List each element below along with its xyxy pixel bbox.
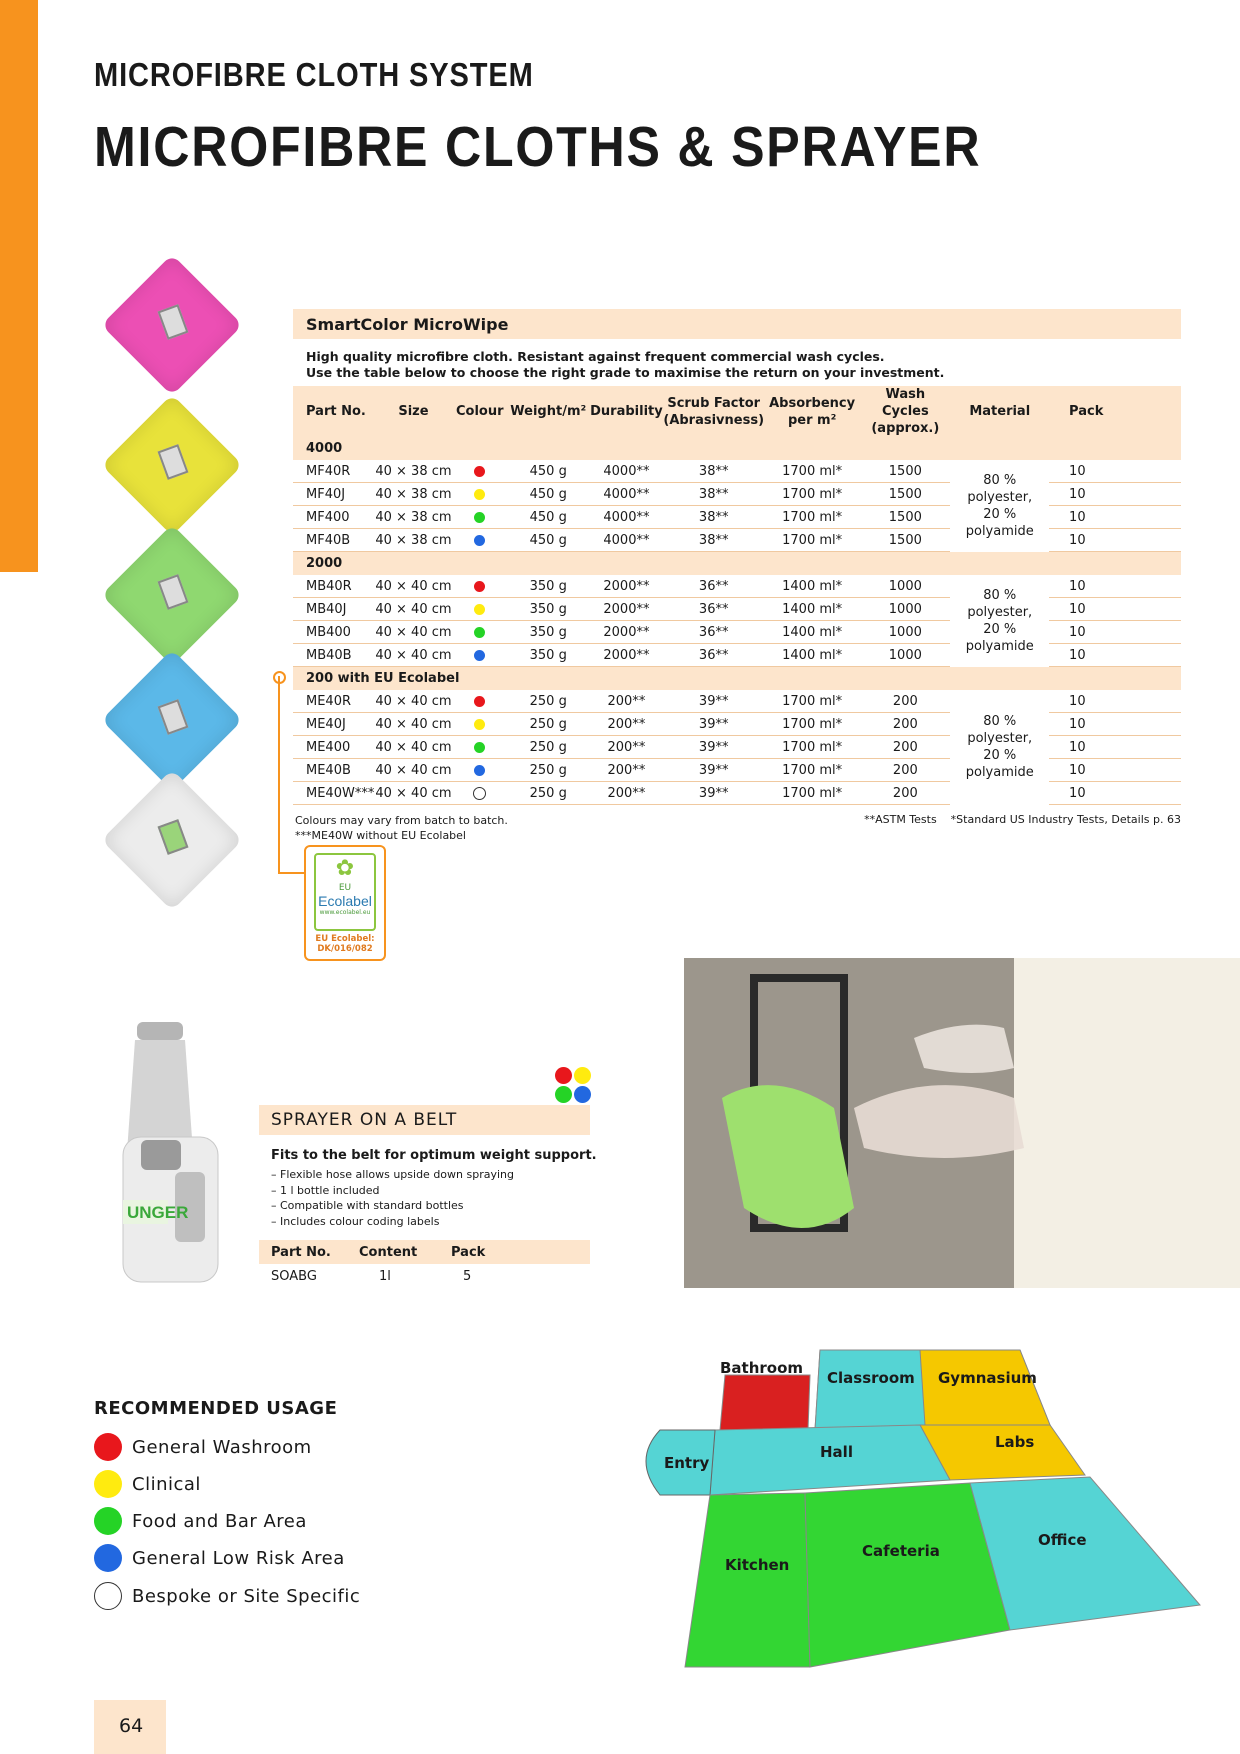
pack-cell: 10 — [1049, 529, 1181, 552]
absorbency-cell: 1700 ml* — [764, 782, 860, 805]
ecolabel-flower-icon: ✿ — [335, 856, 355, 881]
svg-text:Hall: Hall — [820, 1443, 853, 1461]
sprayer-features — [271, 1167, 514, 1229]
cloth-image-pink — [92, 245, 252, 405]
floor-plan-map — [640, 1345, 1240, 1675]
part-cell: MB40J — [293, 598, 374, 621]
absorbency-cell: 1700 ml* — [764, 460, 860, 483]
absorbency-cell: 1700 ml* — [764, 759, 860, 782]
th-colour: Colour — [453, 386, 507, 437]
pack-cell: 10 — [1049, 483, 1181, 506]
durability-cell: 200** — [589, 782, 663, 805]
pack-cell: 10 — [1049, 460, 1181, 483]
absorbency-cell: 1400 ml* — [764, 621, 860, 644]
weight-cell: 250 g — [507, 759, 589, 782]
wash-cell: 200 — [860, 782, 950, 805]
weight-cell: 450 g — [507, 506, 589, 529]
part-cell: MF40R — [293, 460, 374, 483]
page-number: 64 — [119, 1715, 144, 1737]
absorbency-cell: 1400 ml* — [764, 644, 860, 667]
wash-cell: 1000 — [860, 575, 950, 598]
scrub-cell: 39** — [663, 690, 764, 713]
durability-cell: 200** — [589, 690, 663, 713]
th-material: Material — [950, 386, 1049, 437]
svg-text:Cafeteria: Cafeteria — [862, 1542, 940, 1560]
weight-cell: 450 g — [507, 460, 589, 483]
table-notes-left — [295, 813, 508, 843]
wash-cell: 1000 — [860, 598, 950, 621]
scrub-cell: 38** — [663, 529, 764, 552]
size-cell: 40 × 40 cm — [374, 575, 452, 598]
page-title: MICROFIBRE CLOTHS & SPRAYER — [94, 115, 982, 179]
scrub-cell: 36** — [663, 575, 764, 598]
scrub-cell: 39** — [663, 759, 764, 782]
pack-cell: 10 — [1049, 782, 1181, 805]
size-cell: 40 × 40 cm — [374, 621, 452, 644]
size-cell: 40 × 40 cm — [374, 736, 452, 759]
eu-ecolabel-badge: ✿ EU Ecolabel www.ecolabel.eu EU Ecolabel: DK/016/082 — [304, 845, 386, 961]
durability-cell: 4000** — [589, 460, 663, 483]
pack-cell: 10 — [1049, 575, 1181, 598]
size-cell: 40 × 38 cm — [374, 460, 452, 483]
svg-text:Entry: Entry — [664, 1454, 710, 1472]
note-me40w: ***ME40W without EU Ecolabel — [295, 829, 466, 842]
size-cell: 40 × 38 cm — [374, 506, 452, 529]
th-pack: Pack — [1049, 386, 1181, 437]
size-cell: 40 × 40 cm — [374, 759, 452, 782]
colour-dot-icon — [453, 483, 507, 506]
durability-cell: 4000** — [589, 483, 663, 506]
absorbency-cell: 1700 ml* — [764, 529, 860, 552]
durability-cell: 2000** — [589, 644, 663, 667]
cloth-image-white — [92, 760, 252, 920]
th-scrub: Scrub Factor (Abrasivness) — [663, 386, 764, 437]
feature-item: – Flexible hose allows upside down spraying — [271, 1168, 514, 1181]
pack-cell: 10 — [1049, 713, 1181, 736]
cleaning-photo — [684, 958, 1240, 1288]
weight-cell: 450 g — [507, 529, 589, 552]
part-cell: MF40J — [293, 483, 374, 506]
sprayer-header — [259, 1105, 590, 1135]
absorbency-cell: 1400 ml* — [764, 575, 860, 598]
scrub-cell: 38** — [663, 460, 764, 483]
yellow-circle-icon — [94, 1470, 122, 1498]
durability-cell: 2000** — [589, 575, 663, 598]
wash-cell: 1500 — [860, 460, 950, 483]
size-cell: 40 × 38 cm — [374, 529, 452, 552]
product-desc-2: Use the table below to choose the right grade to maximise the return on your investment. — [306, 365, 945, 380]
colour-dot-icon — [453, 506, 507, 529]
scrub-cell: 36** — [663, 644, 764, 667]
section-title: MICROFIBRE CLOTH SYSTEM — [94, 56, 534, 93]
svg-text:Classroom: Classroom — [827, 1369, 915, 1387]
feature-item: – Includes colour coding labels — [271, 1214, 440, 1228]
green-circle-icon — [94, 1507, 122, 1535]
scrub-cell: 36** — [663, 598, 764, 621]
pack-cell: 10 — [1049, 506, 1181, 529]
wash-cell: 200 — [860, 713, 950, 736]
scrub-cell: 39** — [663, 782, 764, 805]
spec-header-row — [293, 386, 1181, 437]
colour-dot-icon — [453, 782, 507, 805]
durability-cell: 200** — [589, 713, 663, 736]
durability-cell: 200** — [589, 736, 663, 759]
scrub-cell: 38** — [663, 483, 764, 506]
product-desc-1: High quality microfibre cloth. Resistant against frequent commercial wash cycles. — [306, 349, 885, 364]
wash-cell: 1500 — [860, 506, 950, 529]
pack-cell: 10 — [1049, 621, 1181, 644]
table-row — [293, 460, 1181, 483]
blue-circle-icon — [94, 1544, 122, 1572]
weight-cell: 250 g — [507, 713, 589, 736]
white-circle-icon — [94, 1582, 122, 1610]
size-cell: 40 × 40 cm — [374, 598, 452, 621]
usage-title: RECOMMENDED USAGE — [94, 1398, 338, 1419]
absorbency-cell: 1700 ml* — [764, 736, 860, 759]
ecolabel-code: EU Ecolabel: DK/016/082 — [315, 934, 375, 954]
weight-cell: 350 g — [507, 575, 589, 598]
svg-text:Kitchen: Kitchen — [725, 1556, 790, 1574]
table-row — [293, 575, 1181, 598]
feature-item: – 1 l bottle included — [271, 1183, 380, 1197]
durability-cell: 2000** — [589, 598, 663, 621]
table-notes-right: **ASTM Tests *Standard US Industry Tests, Details p. 63 — [864, 813, 1181, 826]
th-absorbency: Absorbency per m² — [764, 386, 860, 437]
pack-cell: 10 — [1049, 598, 1181, 621]
wash-cell: 1000 — [860, 644, 950, 667]
part-cell: ME40B — [293, 759, 374, 782]
weight-cell: 250 g — [507, 690, 589, 713]
wash-cell: 200 — [860, 736, 950, 759]
absorbency-cell: 1700 ml* — [764, 713, 860, 736]
sprayer-table-header: Part No. Content Pack — [259, 1240, 590, 1264]
pack-cell: 10 — [1049, 736, 1181, 759]
wash-cell: 200 — [860, 690, 950, 713]
part-cell: MB400 — [293, 621, 374, 644]
part-cell: MB40R — [293, 575, 374, 598]
page-number-box — [94, 1700, 166, 1754]
durability-cell: 2000** — [589, 621, 663, 644]
orange-side-bar — [0, 0, 38, 572]
group-row: 2000 — [293, 552, 1181, 576]
colour-dot-icon — [453, 713, 507, 736]
weight-cell: 450 g — [507, 483, 589, 506]
group-row: 200 with EU Ecolabel — [293, 667, 1181, 691]
scrub-cell: 39** — [663, 713, 764, 736]
th-durability: Durability — [589, 386, 663, 437]
colour-dot-icon — [453, 575, 507, 598]
svg-text:Bathroom: Bathroom — [720, 1359, 804, 1377]
durability-cell: 200** — [589, 759, 663, 782]
svg-text:Gymnasium: Gymnasium — [938, 1369, 1037, 1387]
pack-cell: 10 — [1049, 759, 1181, 782]
wash-cell: 1500 — [860, 483, 950, 506]
colour-dot-icon — [453, 736, 507, 759]
sprayer-title: SPRAYER ON A BELT — [271, 1110, 458, 1130]
durability-cell: 4000** — [589, 529, 663, 552]
part-cell: ME40W*** — [293, 782, 374, 805]
absorbency-cell: 1700 ml* — [764, 483, 860, 506]
product-intro — [306, 349, 944, 381]
spec-table — [293, 386, 1181, 805]
product-header — [293, 309, 1181, 339]
th-wash: Wash Cycles (approx.) — [860, 386, 950, 437]
part-cell: MB40B — [293, 644, 374, 667]
size-cell: 40 × 40 cm — [374, 690, 452, 713]
colour-dot-icon — [453, 460, 507, 483]
wash-cell: 1500 — [860, 529, 950, 552]
material-cell: 80 % polyester, 20 % polyamide — [965, 714, 1034, 781]
colour-dot-icon — [453, 529, 507, 552]
size-cell: 40 × 38 cm — [374, 483, 452, 506]
th-weight: Weight/m² — [507, 386, 589, 437]
colour-dot-icon — [453, 621, 507, 644]
scrub-cell: 38** — [663, 506, 764, 529]
colour-dots-icon — [555, 1067, 593, 1105]
scrub-cell: 39** — [663, 736, 764, 759]
th-size: Size — [374, 386, 452, 437]
group-row: 4000 — [293, 437, 1181, 460]
part-cell: MF40B — [293, 529, 374, 552]
part-cell: MF400 — [293, 506, 374, 529]
colour-dot-icon — [453, 690, 507, 713]
ecolabel-bracket — [278, 676, 306, 874]
size-cell: 40 × 40 cm — [374, 782, 452, 805]
absorbency-cell: 1700 ml* — [764, 506, 860, 529]
pack-cell: 10 — [1049, 644, 1181, 667]
part-cell: ME40J — [293, 713, 374, 736]
svg-text:UNGER: UNGER — [127, 1203, 189, 1222]
colour-dot-icon — [453, 644, 507, 667]
table-row — [293, 690, 1181, 713]
part-cell: ME40R — [293, 690, 374, 713]
weight-cell: 350 g — [507, 621, 589, 644]
wash-cell: 200 — [860, 759, 950, 782]
sprayer-subtitle: Fits to the belt for optimum weight support. — [271, 1148, 597, 1163]
svg-text:Office: Office — [1038, 1531, 1087, 1549]
material-cell: 80 % polyester, 20 % polyamide — [965, 472, 1034, 539]
absorbency-cell: 1700 ml* — [764, 690, 860, 713]
th-part: Part No. — [293, 386, 374, 437]
material-cell: 80 % polyester, 20 % polyamide — [965, 587, 1034, 654]
weight-cell: 350 g — [507, 598, 589, 621]
size-cell: 40 × 40 cm — [374, 713, 452, 736]
scrub-cell: 36** — [663, 621, 764, 644]
part-cell: ME400 — [293, 736, 374, 759]
wash-cell: 1000 — [860, 621, 950, 644]
red-circle-icon — [94, 1433, 122, 1461]
absorbency-cell: 1400 ml* — [764, 598, 860, 621]
size-cell: 40 × 40 cm — [374, 644, 452, 667]
weight-cell: 350 g — [507, 644, 589, 667]
pack-cell: 10 — [1049, 690, 1181, 713]
note-colours: Colours may vary from batch to batch. — [295, 814, 508, 827]
durability-cell: 4000** — [589, 506, 663, 529]
weight-cell: 250 g — [507, 736, 589, 759]
weight-cell: 250 g — [507, 782, 589, 805]
feature-item: – Compatible with standard bottles — [271, 1199, 464, 1212]
sprayer-table-row: SOABG 1l 5 — [271, 1269, 472, 1284]
colour-dot-icon — [453, 598, 507, 621]
colour-dot-icon — [453, 759, 507, 782]
svg-text:Labs: Labs — [995, 1433, 1035, 1451]
sprayer-belt-image — [115, 1022, 240, 1287]
product-name: SmartColor MicroWipe — [306, 315, 509, 334]
